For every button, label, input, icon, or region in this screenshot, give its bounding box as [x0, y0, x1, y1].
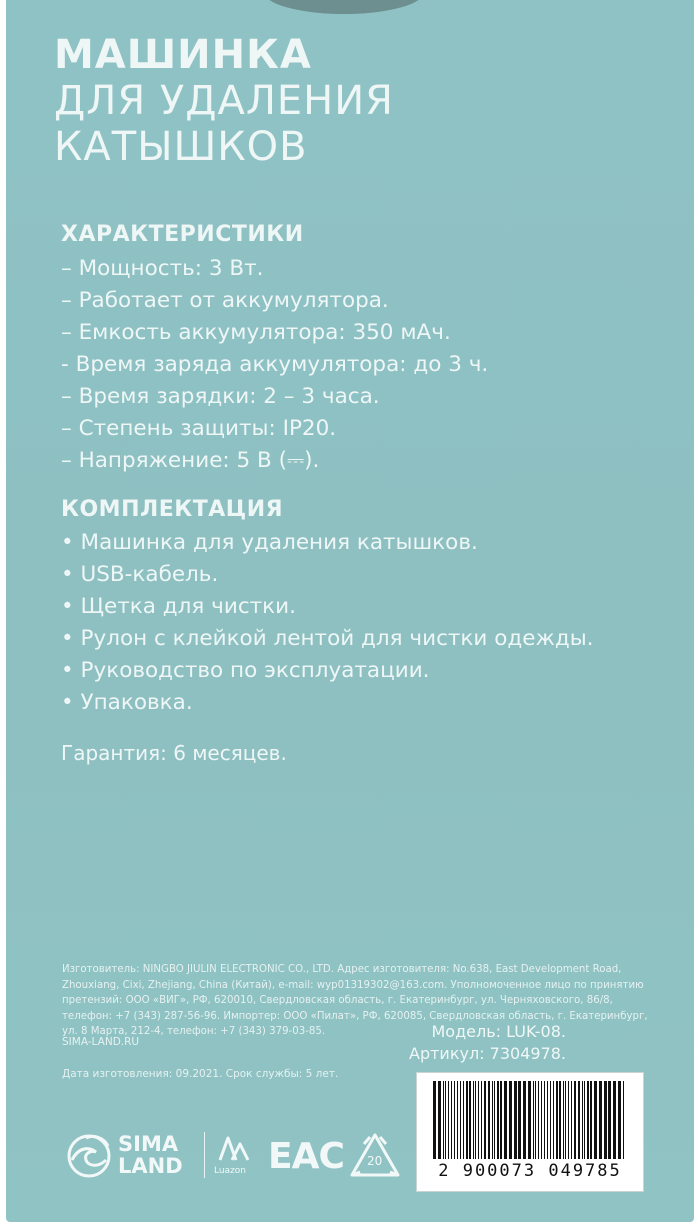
barcode-bar	[559, 1081, 561, 1159]
kit-heading: КОМПЛЕКТАЦИЯ	[61, 497, 284, 522]
barcode-bar	[492, 1081, 493, 1159]
barcode-bar	[587, 1081, 589, 1159]
barcode-bar	[484, 1081, 486, 1159]
kit-item: • Машинка для удаления катышков.	[61, 530, 478, 555]
spec-item: - Время заряда аккумулятора: до 3 ч.	[61, 352, 489, 377]
barcode-bar	[497, 1081, 499, 1159]
title-line-1: МАШИНКА	[54, 32, 312, 78]
barcode-bar	[604, 1081, 607, 1159]
barcode-bar	[448, 1081, 449, 1159]
spec-item: – Время зарядки: 2 – 3 часа.	[61, 384, 380, 409]
barcode-bar	[451, 1081, 452, 1159]
spec-item: – Мощность: 3 Вт.	[61, 256, 264, 281]
title-line-3: КАТЫШКОВ	[54, 124, 308, 170]
barcode-bar	[568, 1081, 569, 1159]
barcode-bar	[590, 1081, 592, 1159]
barcode-bar	[500, 1081, 502, 1159]
barcode-bar	[618, 1081, 621, 1159]
website: SIMA-LAND.RU	[62, 1036, 140, 1048]
barcode-bar	[538, 1081, 539, 1159]
barcode-bar	[584, 1081, 585, 1159]
spec-item: – Напряжение: 5 В (⎓).	[61, 448, 320, 473]
barcode-bar	[494, 1081, 495, 1159]
barcode-bar	[443, 1081, 444, 1159]
barcode-bar	[463, 1081, 464, 1159]
barcode-bar	[623, 1081, 624, 1159]
spec-item: – Степень защиты: IP20.	[61, 416, 337, 441]
barcode-bar	[547, 1081, 548, 1159]
barcode-bar	[438, 1081, 441, 1159]
barcode-bar	[460, 1081, 461, 1159]
barcode-bar	[541, 1081, 542, 1159]
barcode-bar	[535, 1081, 536, 1159]
recycle-code: 20	[367, 1154, 383, 1168]
warranty-text: Гарантия: 6 месяцев.	[61, 741, 287, 765]
barcode-bar	[514, 1081, 517, 1159]
barcode-bar	[457, 1081, 458, 1159]
spec-item: – Работает от аккумулятора.	[61, 288, 389, 313]
model-number: Модель: LUK-08.	[431, 1022, 566, 1041]
kit-item: • Щетка для чистки.	[61, 594, 296, 619]
logo-divider	[204, 1132, 205, 1178]
kit-item: • Рулон с клейкой лентой для чистки одежды.	[61, 626, 594, 651]
barcode-bar	[466, 1081, 468, 1159]
barcode-bar	[469, 1081, 471, 1159]
barcode-bar	[533, 1081, 534, 1159]
specs-heading: ХАРАКТЕРИСТИКИ	[61, 222, 304, 247]
barcode-bar	[553, 1081, 554, 1159]
barcode-bar	[481, 1081, 482, 1159]
barcode-bar	[599, 1081, 602, 1159]
barcode-bar	[565, 1081, 566, 1159]
barcode-digits: 2 900073 049785	[438, 1161, 622, 1181]
barcode-bar	[556, 1081, 558, 1159]
barcode-bar	[478, 1081, 479, 1159]
barcode-bar	[454, 1081, 455, 1159]
barcode-bar	[445, 1081, 446, 1159]
kit-item: • Руководство по эксплуатации.	[61, 658, 430, 683]
barcode-bar	[608, 1081, 611, 1159]
luazon-logo-text: Luazon	[214, 1166, 247, 1176]
barcode-bar	[509, 1081, 512, 1159]
barcode-bar	[594, 1081, 597, 1159]
barcode-bar	[571, 1081, 572, 1159]
barcode-bar	[488, 1081, 490, 1159]
production-date: Дата изготовления: 09.2021. Срок службы: 5 лет.	[62, 1068, 339, 1080]
kit-item: • Упаковка.	[61, 690, 193, 715]
spec-item: – Емкость аккумулятора: 350 мАч.	[61, 320, 451, 345]
barcode-bar	[544, 1081, 545, 1159]
barcode-bar	[518, 1081, 521, 1159]
barcode	[416, 1072, 644, 1192]
hang-tab-notch	[264, 0, 424, 14]
barcode-bar	[563, 1081, 564, 1159]
sima-wave-icon	[64, 1130, 114, 1180]
barcode-bar	[574, 1081, 576, 1159]
legal-info: Изготовитель: NINGBO JIULIN ELECTRONIC CO., LTD. Адрес изготовителя: No.638, East Development Road, Zhouxiang, Cixi, Zhejiang, China (Китай), e-mail: wyp01319302@163.com. Уполномоченное лицо по принятию претензий: ООО «ВИГ», РФ, 620010, Свердловская область, г. Екатеринбург, ул. Черняховского, 86/8, телефон: +7 (343) 287-56-96. Импортер: ООО «Пилат», РФ, 620085, Свердловская область, г. Екатеринбург, ул. 8 Марта, 212-4, телефон: +7 (343) 379-03-85.	[62, 964, 648, 1037]
barcode-bar	[582, 1081, 583, 1159]
barcode-bars	[431, 1081, 627, 1159]
barcode-bar	[550, 1081, 551, 1159]
barcode-bar	[433, 1081, 436, 1159]
title-line-2: ДЛЯ УДАЛЕНИЯ	[54, 78, 394, 124]
kit-item: • USB-кабель.	[61, 562, 219, 587]
package-panel	[6, 0, 694, 1222]
barcode-bar	[523, 1081, 526, 1159]
article-number: Артикул: 7304978.	[409, 1044, 566, 1063]
barcode-bar	[504, 1081, 507, 1159]
barcode-bar	[613, 1081, 616, 1159]
barcode-bar	[475, 1081, 476, 1159]
sima-logo-line2: LAND	[118, 1154, 183, 1178]
barcode-bar	[473, 1081, 474, 1159]
barcode-bar	[578, 1081, 580, 1159]
sima-logo-line1: SIMA	[118, 1132, 179, 1156]
luazon-mark-icon	[216, 1134, 256, 1164]
eac-mark: EAC	[268, 1136, 344, 1177]
barcode-bar	[528, 1081, 531, 1159]
